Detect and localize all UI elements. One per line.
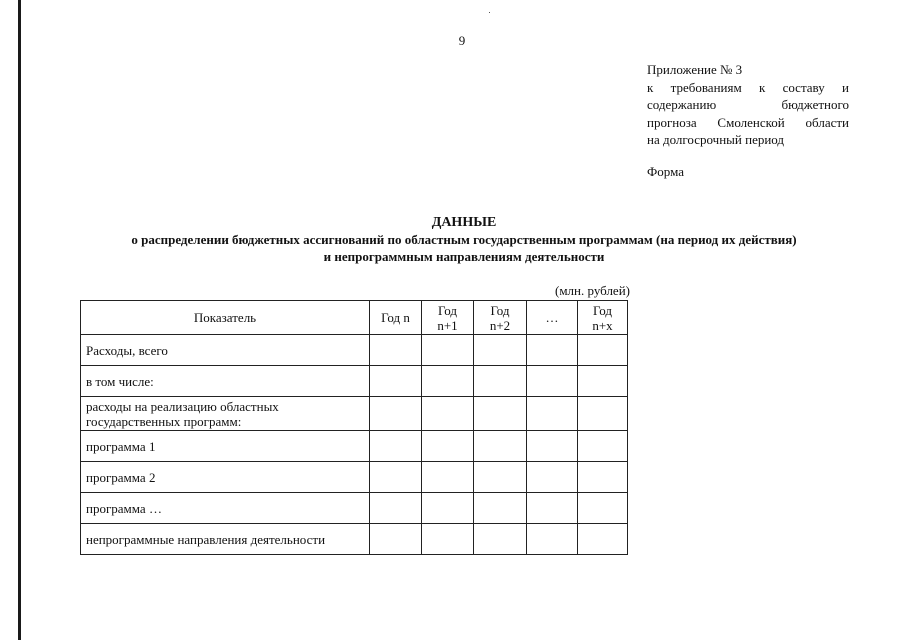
- units-label: (млн. рублей): [555, 283, 630, 298]
- table-cell: [527, 524, 578, 555]
- row-label: непрограммные направления деятельности: [81, 524, 370, 555]
- table-cell: [578, 462, 628, 493]
- table-cell: [578, 397, 628, 431]
- scan-edge: [18, 0, 21, 640]
- table-cell: [370, 335, 422, 366]
- table-cell: [474, 366, 527, 397]
- row-label: программа 1: [81, 431, 370, 462]
- form-label: Форма: [647, 164, 684, 179]
- appendix-line-4: прогноза Смоленской области: [647, 114, 849, 130]
- header-year-n-plus-2: Год n+2: [474, 301, 527, 335]
- table-cell: [578, 493, 628, 524]
- appendix-note: [647, 61, 849, 149]
- budget-table: [80, 300, 628, 555]
- table-row: [81, 493, 628, 524]
- appendix-line-3: содержанию бюджетного: [647, 97, 849, 112]
- table-cell: [527, 462, 578, 493]
- appendix-line-1: Приложение № 3: [647, 62, 743, 77]
- table-cell: [422, 431, 474, 462]
- header-ellipsis: …: [527, 301, 578, 335]
- row-label: Расходы, всего: [81, 335, 370, 366]
- table-header-row: [81, 301, 628, 335]
- table-cell: [370, 524, 422, 555]
- table-cell: [422, 524, 474, 555]
- table-row: [81, 397, 628, 431]
- table-row: [81, 431, 628, 462]
- table-cell: [422, 335, 474, 366]
- row-label: программа …: [81, 493, 370, 524]
- title-line-1: о распределении бюджетных ассигнований по областным государственным программам (на период их действия): [131, 232, 797, 247]
- table-cell: [370, 366, 422, 397]
- table-cell: [474, 493, 527, 524]
- header-indicator: Показатель: [81, 301, 370, 335]
- table-cell: [370, 431, 422, 462]
- table-cell: [474, 524, 527, 555]
- table-cell: [474, 462, 527, 493]
- table-cell: [527, 493, 578, 524]
- table-cell: [474, 335, 527, 366]
- table-row: [81, 462, 628, 493]
- table-cell: [578, 366, 628, 397]
- table-cell: [370, 397, 422, 431]
- table-cell: [474, 397, 527, 431]
- table-cell: [578, 431, 628, 462]
- title-line-2: и непрограммным направлениям деятельности: [323, 249, 605, 264]
- header-year-n: Год n: [370, 301, 422, 335]
- table-cell: [422, 366, 474, 397]
- table-cell: [422, 397, 474, 431]
- table-cell: [422, 493, 474, 524]
- table-cell: [578, 335, 628, 366]
- row-label: расходы на реализацию областных государственных программ:: [81, 397, 370, 431]
- table-cell: [474, 431, 527, 462]
- page-number: 9: [458, 33, 466, 48]
- table-row: [81, 335, 628, 366]
- table-cell: [527, 366, 578, 397]
- table-cell: [370, 493, 422, 524]
- table-cell: [527, 335, 578, 366]
- table-cell: [578, 524, 628, 555]
- table-row: [81, 524, 628, 555]
- header-year-n-plus-x: Год n+x: [578, 301, 628, 335]
- scan-speck: [489, 12, 490, 13]
- header-year-n-plus-1: Год n+1: [422, 301, 474, 335]
- table-cell: [422, 462, 474, 493]
- row-label: в том числе:: [81, 366, 370, 397]
- document-title: [40, 214, 888, 265]
- table-cell: [527, 397, 578, 431]
- table-cell: [527, 431, 578, 462]
- title-heading: ДАННЫЕ: [431, 215, 497, 230]
- appendix-line-2: к требованиям к составу и: [647, 79, 849, 95]
- table-cell: [370, 462, 422, 493]
- row-label: программа 2: [81, 462, 370, 493]
- appendix-line-5: на долгосрочный период: [647, 132, 785, 147]
- table-row: [81, 366, 628, 397]
